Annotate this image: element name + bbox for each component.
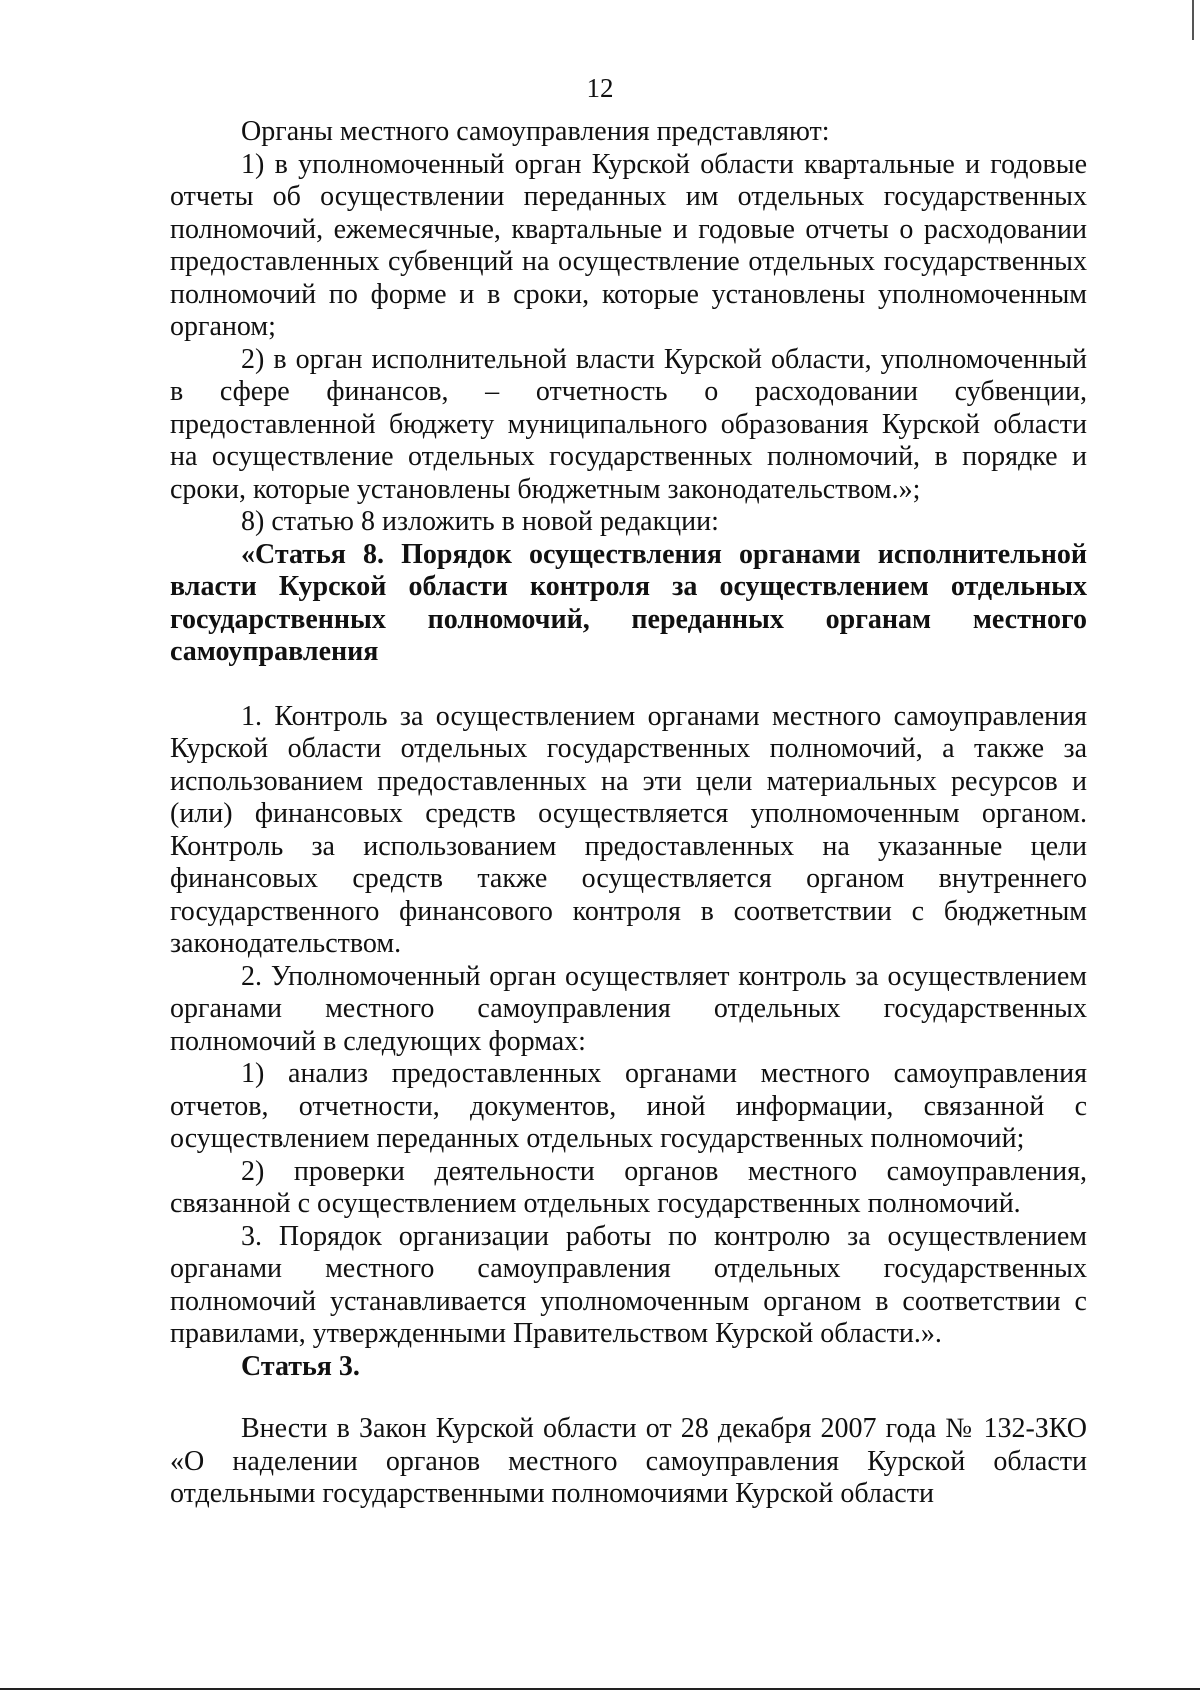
paragraph-item-8: 8) статью 8 изложить в новой редакции:	[241, 506, 719, 537]
article-8-heading: «Статья 8. Порядок осуществления органами исполнительной власти Курской области контроля за осуществлением отдельных государственных полномочий, переданных органам местного самоуправления	[170, 538, 1087, 667]
scan-edge-right	[1192, 0, 1194, 40]
article-8-clause-1: 1. Контроль за осуществлением органами местного самоуправления Курской области отдельных государственных полномочий, а также за использованием предоставленных на эти цели материальных ресурсов и (или) финансовых средств осуществляется уполномоченным органом. Контроль за использованием предоставленных на указанные цели финансовых средств также осуществляется органом внутреннего государственного финансового контроля в соответствии с бюджетным законодательством.	[170, 700, 1087, 959]
paragraph-item-2: 2) в орган исполнительной власти Курской области, уполномоченный в сфере финансов, – отчетность о расходовании субвенции, предоставленной бюджету муниципального образования Курской области на осуществление отдельных государственных полномочий, в порядке и сроки, которые установлены бюджетным законодательством.»;	[170, 343, 1087, 505]
scan-edge-bottom	[0, 1688, 1200, 1690]
article-8-subclause-2: 2) проверки деятельности органов местного самоуправления, связанной с осуществлением отдельных государственных полномочий.	[170, 1155, 1087, 1219]
article-3-paragraph: Внести в Закон Курской области от 28 декабря 2007 года № 132-ЗКО «О наделении органов местного самоуправления Курской области отдельными государственными полномочиями Курской области	[170, 1413, 1087, 1509]
article-8-clause-2: 2. Уполномоченный орган осуществляет контроль за осуществлением органами местного самоуправления отдельных государственных полномочий в следующих формах:	[170, 960, 1087, 1057]
article-8-subclause-1: 1) анализ предоставленных органами местного самоуправления отчетов, отчетности, документов, иной информации, связанной с осуществлением переданных отдельных государственных полномочий;	[170, 1058, 1087, 1154]
page-number: 12	[586, 73, 614, 103]
article-3-title: Статья 3.	[241, 1350, 360, 1382]
article-8-clause-3: 3. Порядок организации работы по контролю за осуществлением органами местного самоуправления отдельных государственных полномочий устанавливается уполномоченным органом в соответствии с правилами, утвержденными Правительством Курской области.».	[170, 1220, 1087, 1349]
paragraph-intro: Органы местного самоуправления представляют:	[241, 116, 830, 147]
document-body	[170, 116, 1087, 1511]
paragraph-item-1: 1) в уполномоченный орган Курской области квартальные и годовые отчеты об осуществлении переданных им отдельных государственных полномочий, ежемесячные, квартальные и годовые отчеты о расходовании предоставленных субвенций на осуществление отдельных государственных полномочий по форме и в сроки, которые установлены уполномоченным органом;	[170, 148, 1087, 342]
